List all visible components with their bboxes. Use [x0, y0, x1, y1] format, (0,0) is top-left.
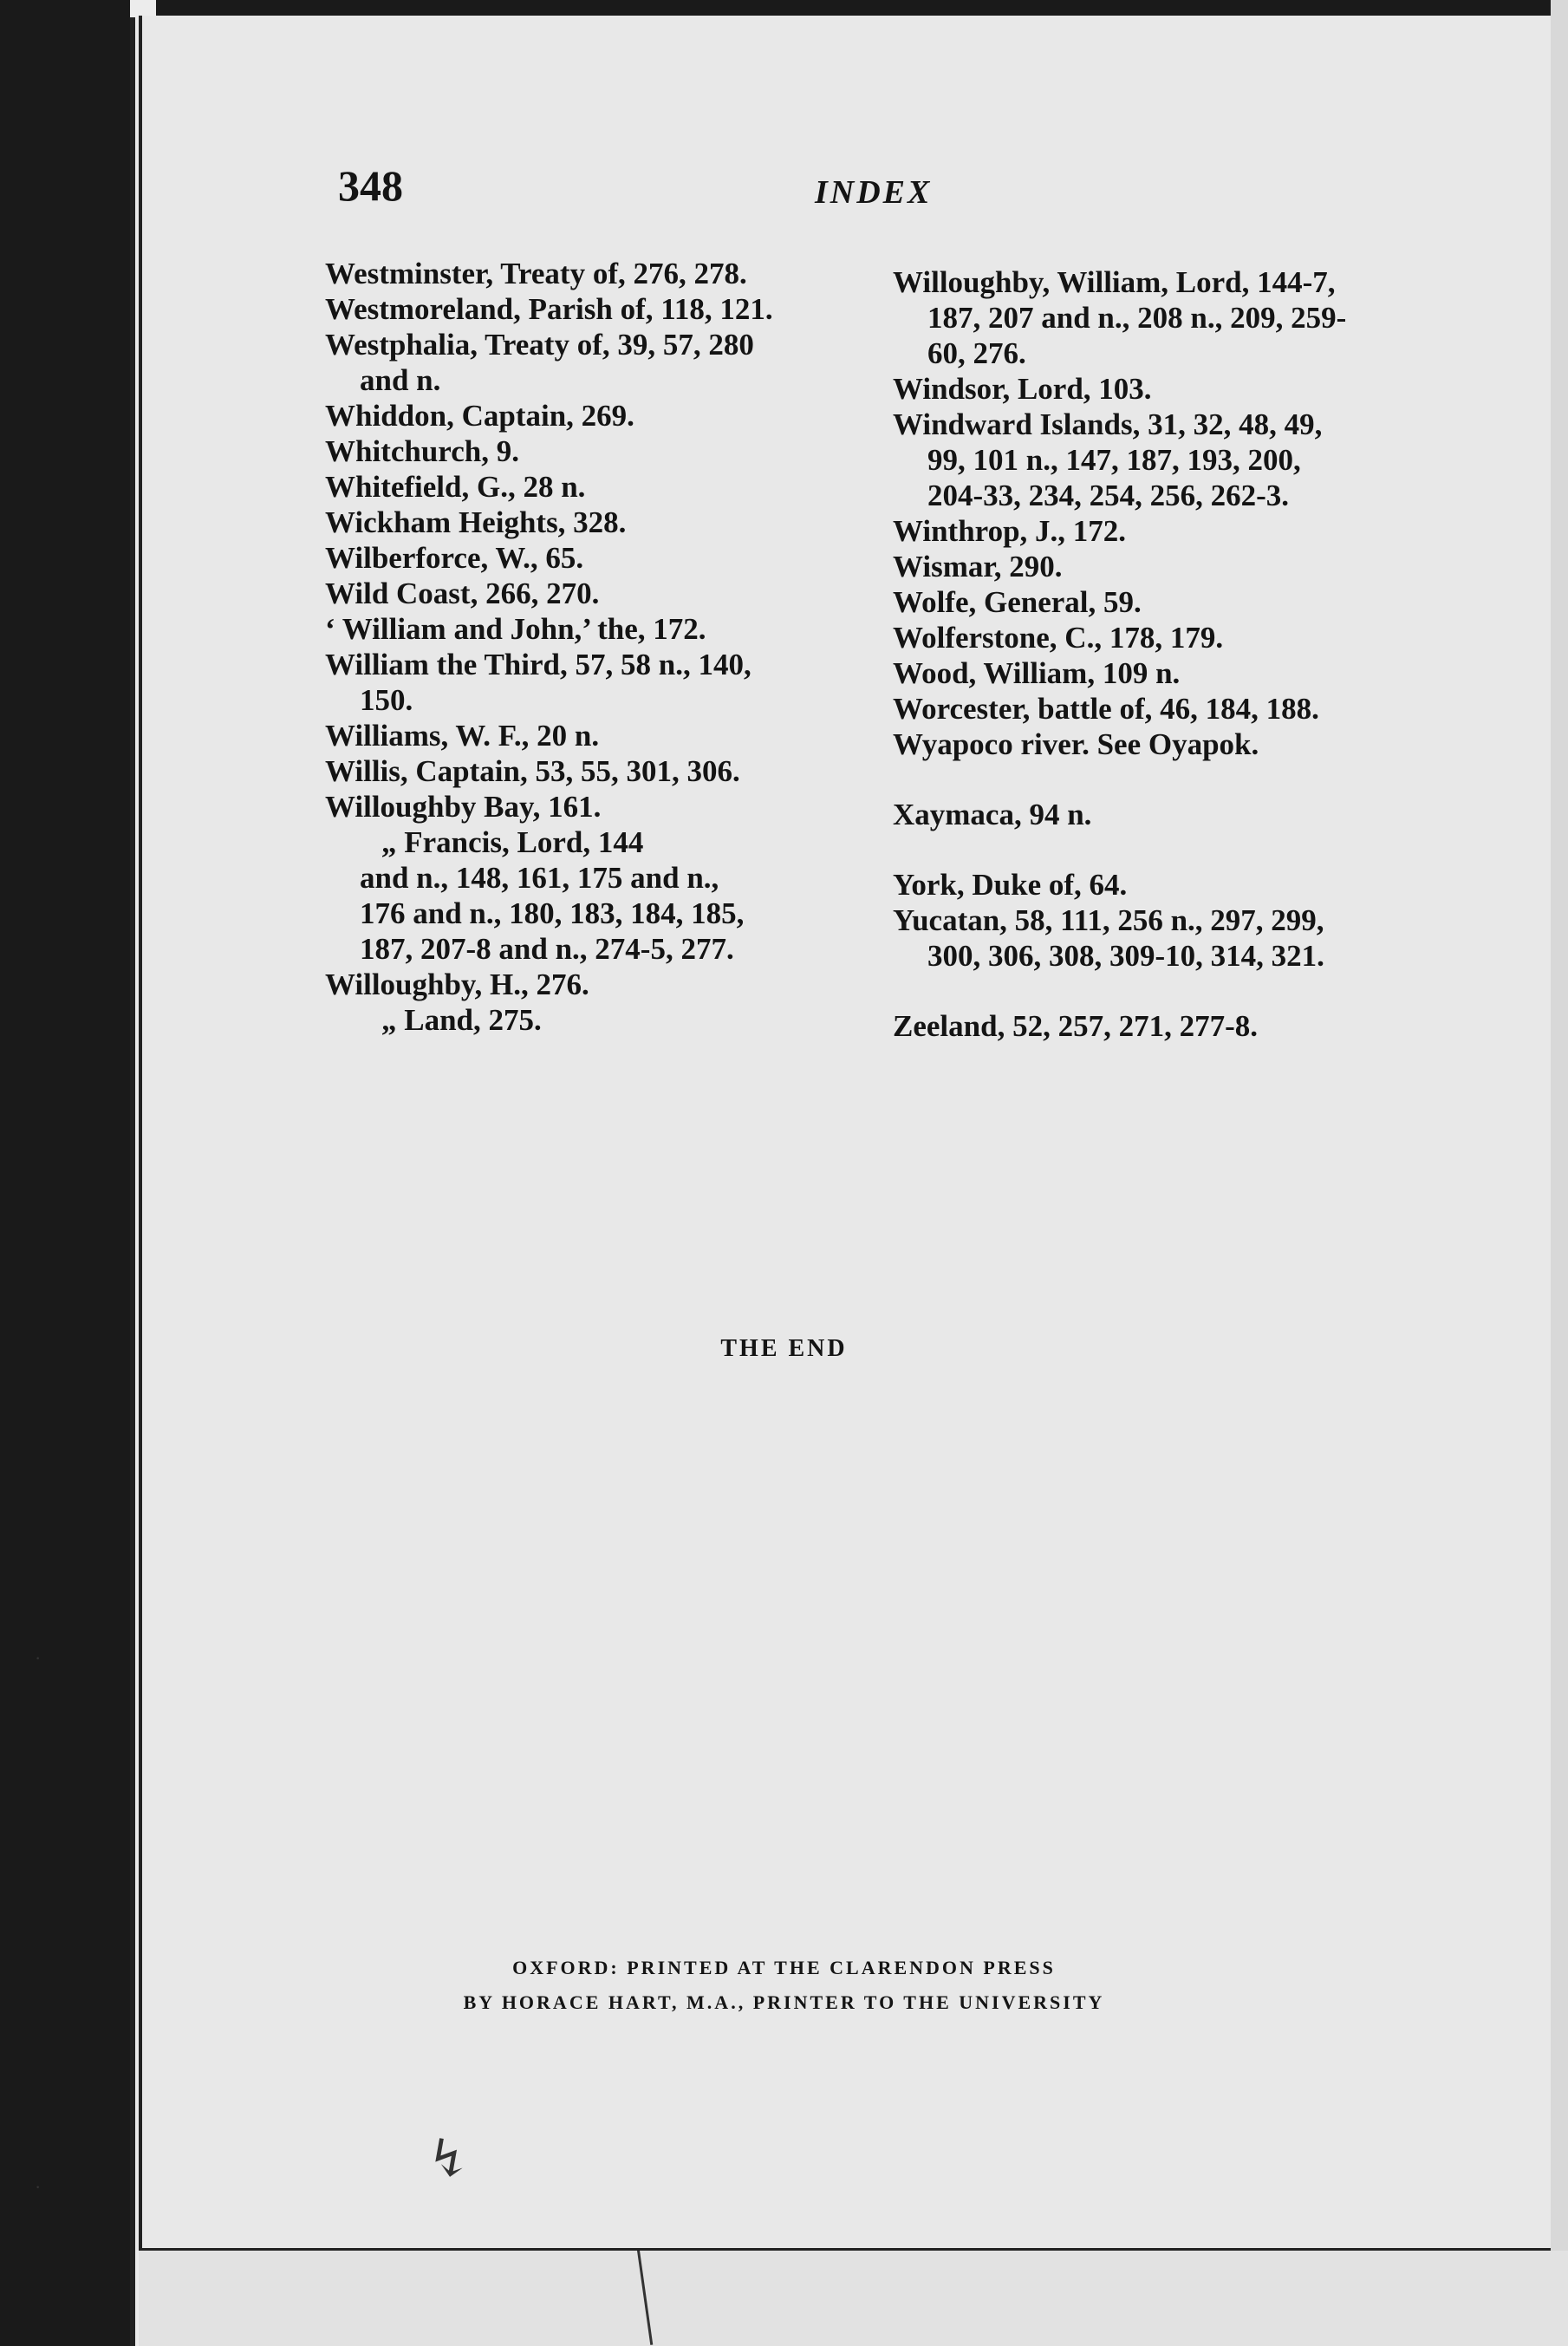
index-right-entry: Worcester, battle of, 46, 184, 188. — [893, 692, 1319, 726]
index-right-entry: Wolferstone, C., 178, 179. — [893, 621, 1224, 655]
index-left-entry: Williams, W. F., 20 n. — [325, 719, 600, 753]
index-right-entry: Willoughby, William, Lord, 144-7, — [893, 265, 1336, 299]
index-section-gap — [893, 832, 1430, 867]
index-left-entry: „ Land, 275. — [381, 1003, 542, 1037]
index-left-entry: Westminster, Treaty of, 276, 278. — [325, 257, 747, 290]
index-right-entry: Wyapoco river. See Oyapok. — [893, 727, 1259, 761]
index-right-entry: York, Duke of, 64. — [893, 868, 1128, 902]
index-left-entry: Willis, Captain, 53, 55, 301, 306. — [325, 754, 740, 788]
index-right-entry: Zeeland, 52, 257, 271, 277-8. — [893, 1009, 1258, 1043]
index-left-entry: Westphalia, Treaty of, 39, 57, 280 — [325, 328, 754, 362]
index-left-entry: Westmoreland, Parish of, 118, 121. — [325, 292, 773, 326]
page-number: 348 — [338, 161, 403, 210]
the-end-heading: THE END — [720, 1335, 848, 1362]
index-left-entry: Whitefield, G., 28 n. — [325, 470, 586, 504]
index-left-entry: ‘ William and John,’ the, 172. — [325, 612, 706, 646]
running-head: INDEX — [815, 174, 933, 211]
index-column-right — [893, 264, 1430, 1044]
index-left-entry: 150. — [360, 683, 413, 717]
index-left-entry: Wickham Heights, 328. — [325, 505, 627, 539]
index-left-entry: and n., 148, 161, 175 and n., — [360, 861, 719, 895]
index-left-entry: Wilberforce, W., 65. — [325, 541, 584, 575]
index-right-entry: Wood, William, 109 n. — [893, 656, 1181, 690]
index-right-entry: 60, 276. — [927, 336, 1026, 370]
index-right-entry: Yucatan, 58, 111, 256 n., 297, 299, — [893, 903, 1324, 937]
index-left-entry: 176 and n., 180, 183, 184, 185, — [360, 896, 745, 930]
index-section-gap — [893, 974, 1430, 1008]
index-right-entry: 204-33, 234, 254, 256, 262-3. — [927, 479, 1290, 512]
printer-imprint-line-2: BY HORACE HART, M.A., PRINTER TO THE UNIVERSITY — [463, 1991, 1105, 2013]
index-right-entry: Wolfe, General, 59. — [893, 585, 1142, 619]
index-left-entry: William the Third, 57, 58 n., 140, — [325, 648, 751, 681]
index-left-entry: and n. — [360, 363, 441, 397]
index-right-entry: Windsor, Lord, 103. — [893, 372, 1152, 406]
printer-imprint-line-1: OXFORD: PRINTED AT THE CLARENDON PRESS — [512, 1957, 1056, 1978]
index-left-entry: „ Francis, Lord, 144 — [381, 825, 644, 859]
index-right-entry: Xaymaca, 94 n. — [893, 798, 1092, 831]
index-right-entry: Winthrop, J., 172. — [893, 514, 1127, 548]
index-column-left — [325, 256, 849, 1038]
scan-speck: · — [35, 1647, 42, 1669]
index-right-entry: Windward Islands, 31, 32, 48, 49, — [893, 407, 1323, 441]
handwritten-pen-mark: ↯ — [426, 2130, 471, 2187]
index-right-entry: 187, 207 and n., 208 n., 209, 259- — [927, 301, 1347, 335]
index-left-entry: Whiddon, Captain, 269. — [325, 399, 634, 433]
index-right-entry: Wismar, 290. — [893, 550, 1063, 583]
index-left-entry: Wild Coast, 266, 270. — [325, 577, 600, 610]
index-section-gap — [893, 762, 1430, 797]
index-left-entry: 187, 207-8 and n., 274-5, 277. — [360, 932, 734, 966]
scan-bottom-margin — [139, 2251, 1568, 2346]
index-right-entry: 99, 101 n., 147, 187, 193, 200, — [927, 443, 1301, 477]
scan-speck: · — [35, 2176, 42, 2198]
index-left-entry: Whitchurch, 9. — [325, 434, 519, 468]
index-right-entry: 300, 306, 308, 309-10, 314, 321. — [927, 939, 1324, 973]
index-left-entry: Willoughby, H., 276. — [325, 968, 589, 1001]
index-left-entry: Willoughby Bay, 161. — [325, 790, 602, 824]
